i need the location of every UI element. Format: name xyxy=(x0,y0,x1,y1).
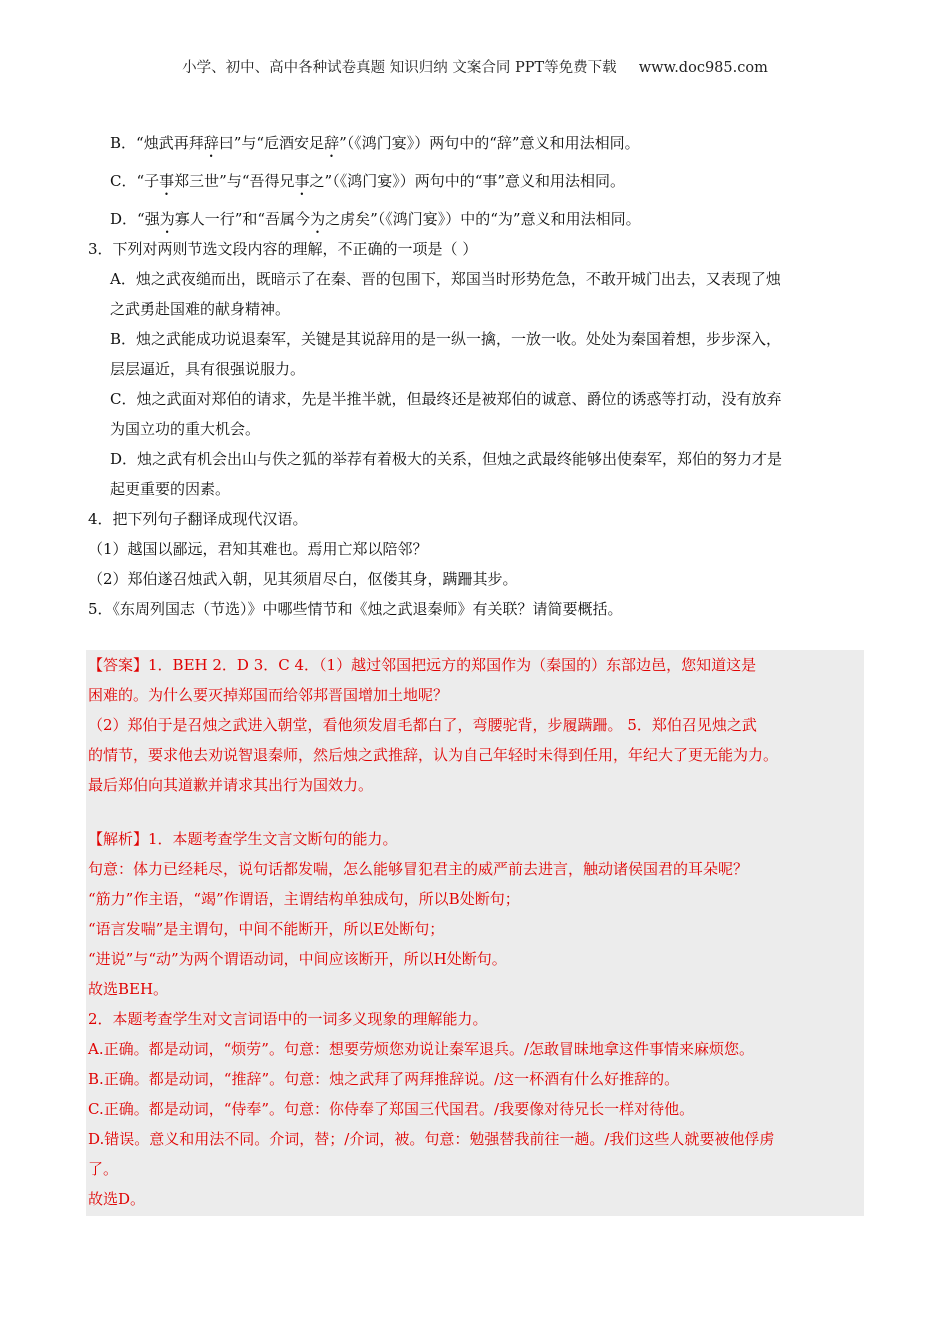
q3-option-c-l2: 为国立功的重大机会。 xyxy=(110,420,261,438)
q3-option-d-l2: 起更重要的因素。 xyxy=(110,480,231,498)
analysis-line: 2．本题考查学生对文言词语中的一词多义现象的理解能力。 xyxy=(88,1010,488,1028)
answer-line: （2）郑伯于是召烛之武进入朝堂，看他须发眉毛都白了，弯腰驼背，步履蹒跚。 5．郑伯召见烛之武 xyxy=(88,716,757,734)
analysis-line: D.错误。意义和用法不同。介词，替；/介词，被。句意：勉强替我前往一趟。/我们这些人就要被他俘虏 xyxy=(88,1130,775,1148)
analysis-line: A.正确。都是动词，“烦劳”。句意：想要劳烦您劝说让秦军退兵。/怎敢冒昧地拿这件事情来麻烦您。 xyxy=(88,1040,754,1058)
q4-stem: 4．把下列句子翻译成现代汉语。 xyxy=(88,510,308,528)
analysis-line: 了。 xyxy=(88,1160,119,1178)
analysis-line: “进说”与“动”为两个谓语动词，中间应该断开，所以H处断句。 xyxy=(88,950,507,968)
q3-option-c-l1: C．烛之武面对郑伯的请求，先是半推半就，但最终还是被郑伯的诚意、爵位的诱惑等打动，没有放弃 xyxy=(110,390,782,408)
answer-line: 困难的。为什么要灭掉郑国而给邻邦晋国增加土地呢？ xyxy=(88,686,449,704)
q4-item-1: （1）越国以鄙远，君知其难也。焉用亡郑以陪邻？ xyxy=(88,540,428,558)
header-url[interactable]: www.doc985.com xyxy=(638,60,768,76)
answer-panel xyxy=(86,650,864,1216)
q3-option-a-l2: 之武勇赴国难的献身精神。 xyxy=(110,300,291,318)
analysis-line: 句意：体力已经耗尽，说句话都发喘，怎么能够冒犯君主的威严前去进言，触动诸侯国君的耳朵呢？ xyxy=(88,860,749,878)
answer-line: 的情节，要求他去劝说智退秦师，然后烛之武推辞，认为自己年轻时未得到任用，年纪大了更无能为力。 xyxy=(88,746,779,764)
header-text: 小学、初中、高中各种试卷真题 知识归纳 文案合同 PPT等免费下载 xyxy=(182,60,617,76)
analysis-line: 【解析】1．本题考查学生文言文断句的能力。 xyxy=(88,830,398,848)
q3-option-d-l1: D．烛之武有机会出山与佚之狐的举荐有着极大的关系，但烛之武最终能够出使秦军，郑伯的努力才是 xyxy=(110,450,783,468)
q3-option-b-l2: 层层逼近，具有很强说服力。 xyxy=(110,360,306,378)
analysis-line: 故选D。 xyxy=(88,1190,146,1208)
analysis-line: C.正确。都是动词，“侍奉”。句意：你侍奉了郑国三代国君。/我要像对待兄长一样对待他。 xyxy=(88,1100,695,1118)
answer-line: 最后郑伯向其道歉并请求其出行为国效力。 xyxy=(88,776,374,794)
q2-option-b: B．“烛武再拜辞曰”与“卮酒安足辞”（《鸿门宴》）两句中的“辞”意义和用法相同。 xyxy=(110,134,640,152)
q3-option-a-l1: A．烛之武夜缒而出，既暗示了在秦、晋的包围下，郑国当时形势危急，不敢开城门出去，又表现了烛 xyxy=(110,270,781,288)
analysis-line: 故选BEH。 xyxy=(88,980,169,998)
analysis-line: B.正确。都是动词，“推辞”。句意：烛之武拜了两拜推辞说。/这一杯酒有什么好推辞的。 xyxy=(88,1070,680,1088)
page-header xyxy=(0,56,950,77)
analysis-line: “筋力”作主语，“竭”作谓语，主谓结构单独成句，所以B处断句； xyxy=(88,890,520,908)
analysis-line: “语言发喘”是主谓句，中间不能断开，所以E处断句； xyxy=(88,920,445,938)
q3-stem: 3．下列对两则节选文段内容的理解，不正确的一项是（ ） xyxy=(88,240,478,258)
q2-option-d: D．“强为寡人一行”和“吾属今为之虏矣”（《鸿门宴》）中的“为”意义和用法相同。 xyxy=(110,210,641,228)
q4-item-2: （2）郑伯遂召烛武入朝，见其须眉尽白，伛偻其身，蹒跚其步。 xyxy=(88,570,518,588)
q3-option-b-l1: B．烛之武能成功说退秦军，关键是其说辞用的是一纵一擒，一放一收。处处为秦国着想，步步深入， xyxy=(110,330,782,348)
answer-line: 【答案】1．BEH 2．D 3．C 4．（1）越过邻国把远方的郑国作为（秦国的）东部边邑，您知道这是 xyxy=(88,656,757,674)
question-2-options xyxy=(88,128,868,237)
q5-stem: 5．《东周列国志（节选）》中哪些情节和《烛之武退秦师》有关联？请简要概括。 xyxy=(88,600,623,618)
question-3 xyxy=(88,234,868,624)
q2-option-c: C．“子事郑三世”与“吾得兄事之”（《鸿门宴》）两句中的“事”意义和用法相同。 xyxy=(110,172,626,190)
